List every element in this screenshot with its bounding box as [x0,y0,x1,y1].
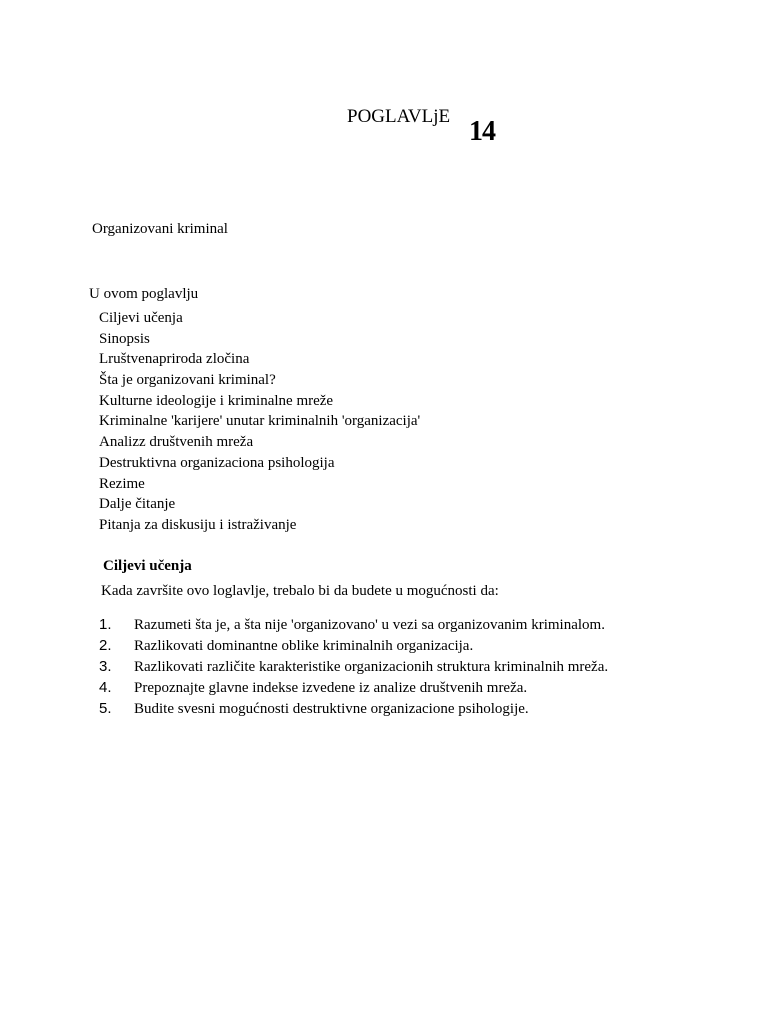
objective-text: Razlikovati dominantne oblike kriminalnih organizacija. [134,638,474,654]
contents-item: Kriminalne 'karijere' unutar kriminalnih 'organizacija' [99,413,421,430]
contents-item: Kulturne ideologije i kriminalne mreže [99,392,334,409]
contents-item: Ciljevi učenja [99,310,183,326]
objective-item [99,700,608,721]
objective-number: 1. [99,616,112,633]
contents-list [99,308,420,536]
chapter-label: POGLAVLjE [347,106,451,127]
objective-item [99,679,608,700]
contents-item: Dalje čitanje [99,496,176,513]
contents-item: Analizz društvenih mreža [99,434,254,451]
objective-text: Prepoznajte glavne indekse izvedene iz analize društvenih mreža. [134,680,528,696]
contents-item: Šta je organizovani kriminal? [99,372,276,389]
objectives-heading: Ciljevi učenja [103,558,192,574]
objective-item [99,658,608,679]
chapter-title: Organizovani kriminal [92,221,228,237]
contents-item: Lruštvenapriroda zločina [99,351,250,368]
objective-text: Budite svesni mogućnosti destruktivne organizacione psihologije. [134,701,529,717]
objective-item [99,637,608,658]
objectives-intro: Kada završite ovo loglavlje, trebalo bi da budete u mogućnosti da: [101,583,499,599]
objectives-list [99,616,608,721]
contents-item: Rezime [99,475,145,492]
objective-number: 4. [99,679,112,696]
objective-text: Razlikovati različite karakteristike organizacionih struktura kriminalnih mreža. [134,659,609,675]
contents-item: Destruktivna organizaciona psihologija [99,454,335,471]
objective-number: 3. [99,658,112,675]
objective-text: Razumeti šta je, a šta nije 'organizovano' u vezi sa organizovanim kriminalom. [134,617,605,633]
contents-item: Sinopsis [99,330,150,347]
contents-heading: U ovom poglavlju [89,286,199,302]
objective-item [99,616,608,637]
objective-number: 5. [99,700,112,717]
contents-item: Pitanja za diskusiju i istraživanje [99,516,297,533]
objective-number: 2. [99,637,112,654]
chapter-number: 14 [469,116,495,147]
